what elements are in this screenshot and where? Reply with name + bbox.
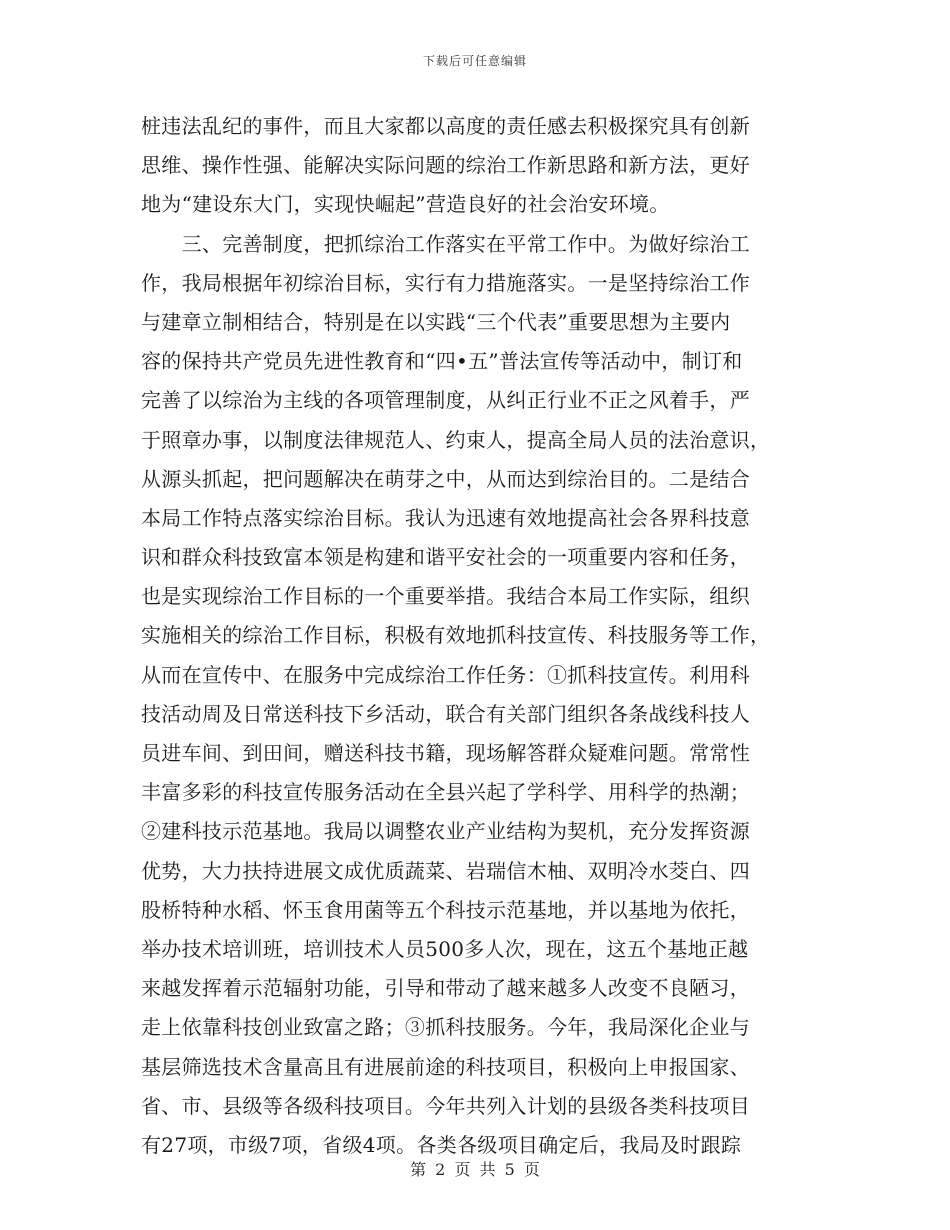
text-line: 本局工作特点落实综治目标。我认为迅速有效地提高社会各界科技意 bbox=[141, 505, 750, 530]
text-line: 容的保持共产党员先进性教育和“四•五”普法宣传等活动中，制订和 bbox=[141, 349, 743, 374]
text-line: 员进车间、到田间，赠送科技书籍，现场解答群众疑难问题。常常性 bbox=[141, 741, 750, 765]
text-line: 从源头抓起，把问题解决在萌芽之中，从而达到综治目的。二是结合 bbox=[141, 466, 750, 491]
text-line: 实施相关的综治工作目标，积极有效地抓科技宣传、科技服务等工作， bbox=[141, 623, 771, 648]
text-line: 优势，大力扶持进展文成优质蔬菜、岩瑞信木柚、双明冷水茭白、四 bbox=[141, 858, 750, 883]
text-line: 股桥特种水稻、怀玉食用菌等五个科技示范基地，并以基地为依托， bbox=[141, 897, 750, 922]
text-line: 作，我局根据年初综治目标，实行有力措施落实。一是坚持综治工作 bbox=[141, 270, 750, 295]
text-line: 也是实现综治工作目标的一个重要举措。我结合本局工作实际，组织 bbox=[141, 584, 750, 609]
text-line: 举办技术培训班，培训技术人员500多人次，现在，这五个基地正越 bbox=[141, 936, 749, 961]
text-line: 思维、操作性强、能解决实际问题的综治工作新思路和新方法，更好 bbox=[141, 153, 750, 178]
text-line: 丰富多彩的科技宣传服务活动在全县兴起了学科学、用科学的热潮； bbox=[141, 780, 750, 805]
text-line: 技活动周及日常送科技下乡活动，联合有关部门组织各条战线科技人 bbox=[141, 701, 750, 726]
text-line: 桩违法乱纪的事件，而且大家都以高度的责任感去积极探究具有创新 bbox=[141, 114, 750, 138]
text-line: 识和群众科技致富本领是构建和谐平安社会的一项重要内容和任务， bbox=[141, 545, 750, 570]
page-footer: 第 2 页 共 5 页 bbox=[410, 1160, 540, 1179]
page-header: 下载后可任意编辑 bbox=[422, 54, 527, 68]
text-line: 于照章办事，以制度法律规范人、约束人，提高全局人员的法治意识， bbox=[141, 427, 771, 452]
text-line: 三、完善制度，把抓综治工作落实在平常工作中。为做好综治工 bbox=[141, 231, 750, 256]
text-line: 地为“建设东大门，实现快崛起”营造良好的社会治安环境。 bbox=[141, 192, 670, 217]
text-line: ②建科技示范基地。我局以调整农业产业结构为契机，充分发挥资源 bbox=[141, 819, 750, 844]
text-line: 来越发挥着示范辐射功能，引导和带动了越来越多人改变不良陋习， bbox=[141, 976, 750, 1001]
text-line: 基层筛选技术含量高且有进展前途的科技项目，积极向上申报国家、 bbox=[141, 1054, 750, 1079]
text-line: 走上依靠科技创业致富之路；③抓科技服务。今年，我局深化企业与 bbox=[141, 1015, 750, 1040]
document-body bbox=[141, 111, 821, 1169]
text-line: 有27项，市级7项，省级4项。各类各级项目确定后，我局及时跟踪 bbox=[141, 1132, 742, 1157]
text-line: 从而在宣传中、在服务中完成综治工作任务：①抓科技宣传。利用科 bbox=[141, 662, 750, 687]
text-line: 与建章立制相结合，特别是在以实践“三个代表”重要思想为主要内 bbox=[141, 309, 731, 334]
text-line: 省、市、县级等各级科技项目。今年共列入计划的县级各类科技项目 bbox=[141, 1093, 750, 1118]
text-line: 完善了以综治为主线的各项管理制度，从纠正行业不正之风着手，严 bbox=[141, 388, 750, 413]
